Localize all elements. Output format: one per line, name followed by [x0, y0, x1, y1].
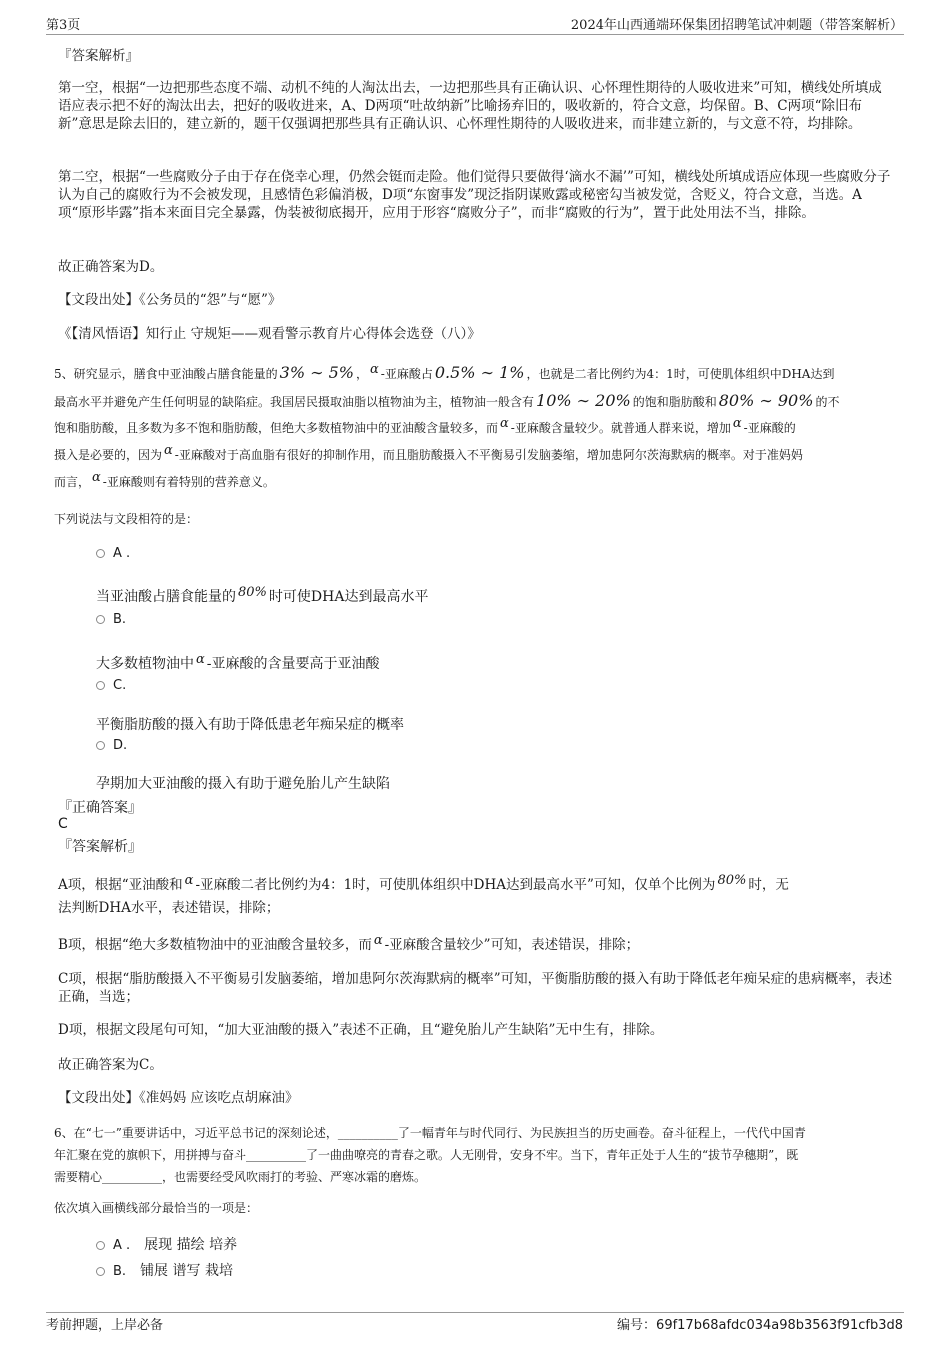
q5-option-b-text: 大多数植物油中 α -亚麻酸的含量要高于亚油酸	[96, 652, 380, 672]
alpha-symbol: α	[164, 443, 173, 458]
footer-id: 编号：69f17b68afdc034a98b3563f91cfb3d8	[617, 1318, 903, 1333]
q6-prompt: 依次填入画横线部分最恰当的一项是：	[54, 1201, 259, 1215]
q5-analysis-b: B项，根据“绝大多数植物油中的亚油酸含量较多，而 α -亚麻酸含量较少”可知，表述错误，排除；	[58, 933, 640, 953]
q5-option-c[interactable]: C.	[96, 678, 126, 693]
radio-icon[interactable]	[96, 1241, 105, 1250]
q4-analysis-p1: 第一空，根据“一边把那些态度不端、动机不纯的人淘汰出去，一边把那些具有正确认识、心怀理性期待的人吸收进来”可知，横线处所填成语应表示把不好的淘汰出去，把好的吸收进来，A、D两项“吐故纳新”比喻扬弃旧的，吸收新的，符合文意，均保留。B、C两项“除旧布新”意思是除去旧的，建立新的，题干仅强调把那些具有正确认识、心怀理性期待的人吸收进来，而非建立新的，与文意不符，均排除。	[58, 80, 882, 132]
math-range-05-1: 0.5% ∼ 1%	[434, 363, 525, 382]
q6-option-a[interactable]: A . 展现 描绘 培养	[96, 1234, 237, 1254]
q4-source: 【文段出处】《公务员的“怨”与“愿”》	[58, 292, 282, 308]
radio-icon[interactable]	[96, 1267, 105, 1276]
alpha-symbol: α	[92, 470, 101, 485]
page-number: 第3页	[46, 18, 81, 33]
q5-option-b[interactable]: B.	[96, 612, 126, 627]
q5-analysis-a: A项，根据“亚油酸和 α -亚麻酸二者比例约为4：1时，可使肌体组织中DHA达到最高水平”可知，仅单个比例为 80% 时，无 法判断DHA水平，表述错误，排除；	[58, 873, 789, 916]
math-range-10-20: 10% ∼ 20%	[536, 391, 631, 410]
q5-option-d[interactable]: D.	[96, 738, 127, 753]
q6-stem: 6、在“七一”重要讲话中，习近平总书记的深刻论述，__________了一幅青年与时代同行、为民族担当的历史画卷。奋斗征程上，一代代中国青 年汇聚在党的旗帜下，用拼搏与奋斗__________了一曲曲嘹亮的青春之歌。人无刚骨，安身不牢。当下，青年正处于人生的“拔节孕穗期”，既 需要精心__________，也需要经受风吹雨打的考验、严寒冰霜的磨炼。	[54, 1126, 806, 1184]
radio-icon[interactable]	[96, 549, 105, 558]
footer-divider	[46, 1312, 904, 1313]
header-divider	[46, 34, 904, 35]
document-id-code: 69f17b68afdc034a98b3563f91cfb3d8	[656, 1318, 903, 1333]
q5-answer-label: 『正确答案』	[58, 800, 142, 816]
radio-icon[interactable]	[96, 615, 105, 624]
q4-conclusion: 故正确答案为D。	[58, 259, 164, 275]
q4-analysis-label: 『答案解析』	[58, 48, 139, 64]
q5-option-c-text: 平衡脂肪酸的摄入有助于降低患老年痴呆症的概率	[96, 717, 404, 733]
blank-3: __________	[102, 1170, 163, 1184]
document-title: 2024年山西通端环保集团招聘笔试冲刺题（带答案解析）	[570, 18, 903, 33]
q5-option-a-text: 当亚油酸占膳食能量的 80% 时可使DHA达到最高水平	[96, 585, 429, 605]
q5-source: 【文段出处】《准妈妈 应该吃点胡麻油》	[58, 1090, 299, 1106]
q4-source-2: 《【清风悟语】知行止 守规矩——观看警示教育片心得体会选登（八）》	[58, 326, 481, 342]
math-range-80-90: 80% ∼ 90%	[718, 391, 814, 410]
blank-2: __________	[246, 1148, 307, 1162]
math-range-3-5: 3% ∼ 5%	[279, 363, 354, 382]
radio-icon[interactable]	[96, 741, 105, 750]
q5-stem: 5、研究显示，膳食中亚油酸占膳食能量的 3% ∼ 5% ， α -亚麻酸占 0.5% ∼ 1% ，也就是二者比例约为4：1时，可使肌体组织中DHA达到 最高水平并避免产生任何明显的缺陷症。我国居民摄取油脂以植物油为主，植物油一般含有 10% ∼ 20% 的饱和脂肪酸和 80% ∼ 90% 的不 饱和脂肪酸，且多数为多不饱和脂肪酸，但绝大多数植物油中的亚油酸含量较多，而 α -亚麻酸含量较少。就普通人群来说，增加 α -亚麻酸的 摄入是必要的，因为 α -亚麻酸对于高血脂有很好的抑制作用，而且脂肪酸摄入不平衡易引发脑萎缩，增加患阿尔茨海默病的概率。对于准妈妈 而言， α -亚麻酸则有着特别的营养意义。	[54, 362, 840, 489]
alpha-symbol: α	[500, 416, 509, 431]
q6-option-b[interactable]: B. 铺展 谱写 栽培	[96, 1260, 233, 1280]
q5-prompt: 下列说法与文段相符的是：	[54, 512, 199, 526]
alpha-symbol: α	[732, 416, 742, 431]
q5-option-d-text: 孕期加大亚油酸的摄入有助于避免胎儿产生缺陷	[96, 776, 390, 792]
q5-analysis-c: C项，根据“脂肪酸摄入不平衡易引发脑萎缩，增加患阿尔茨海默病的概率”可知，平衡脂肪酸的摄入有助于降低老年痴呆症的患病概率，表述正确，当选；	[58, 971, 893, 1005]
q5-conclusion: 故正确答案为C。	[58, 1057, 163, 1073]
radio-icon[interactable]	[96, 681, 105, 690]
q5-analysis-d: D项，根据文段尾句可知，“加大亚油酸的摄入”表述不正确，且“避免胎儿产生缺陷”无中生有，排除。	[58, 1022, 664, 1038]
alpha-symbol: α	[370, 362, 379, 377]
blank-1: __________	[337, 1126, 398, 1140]
footer-slogan: 考前押题，上岸必备	[46, 1318, 164, 1333]
q5-answer: C	[58, 816, 68, 832]
q5-option-a[interactable]: A .	[96, 546, 130, 561]
q4-analysis-p2: 第二空，根据“一些腐败分子由于存在侥幸心理，仍然会铤而走险。他们觉得只要做得‘滴水不漏’”可知，横线处所填成语应体现一些腐败分子认为自己的腐败行为不会被发现，且感情色彩偏消极，D项“东窗事发”现泛指阴谋败露或秘密勾当被发觉，含贬义，符合文意，当选。A项“原形毕露”指本来面目完全暴露，伪装被彻底揭开，应用于形容“腐败分子”，而非“腐败的行为”，置于此处用法不当，排除。	[58, 169, 891, 221]
q5-analysis-label: 『答案解析』	[58, 839, 142, 855]
